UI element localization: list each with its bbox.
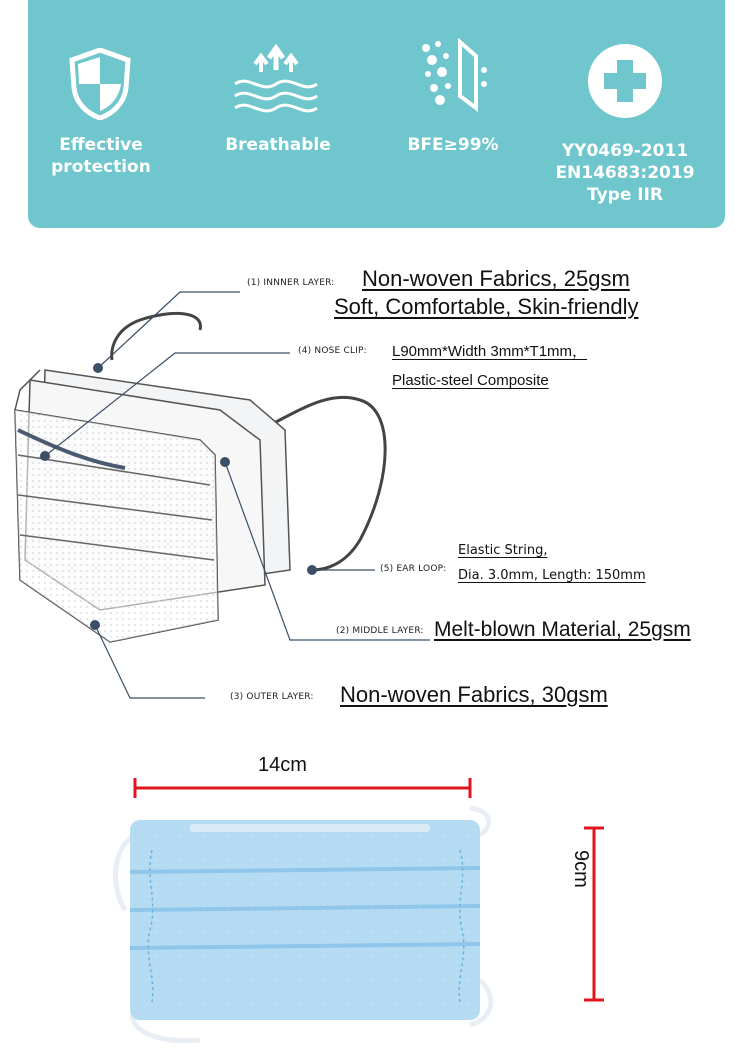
outer-layer-tag: (3) OUTER LAYER:	[230, 692, 314, 702]
ear-loop-tag: (5) EAR LOOP:	[380, 564, 447, 574]
inner-layer-tag: (1) INNNER LAYER:	[247, 278, 335, 288]
middle-layer-tag: (2) MIDDLE LAYER:	[336, 626, 424, 636]
feature-label-protection: Effective protection	[51, 135, 151, 177]
inner-layer-spec: Non-woven Fabrics, 25gsm	[362, 266, 630, 291]
nose-clip-spec: L90mm*Width 3mm*T1mm，	[392, 343, 588, 360]
inner-layer-feature: Soft, Comfortable, Skin-friendly	[334, 294, 639, 319]
breathable-waves-icon	[231, 44, 321, 120]
filtration-icon	[420, 38, 490, 116]
shield-icon	[68, 48, 132, 120]
ear-loop-material: Elastic String,	[458, 543, 548, 558]
mask-exploded-illustration	[0, 250, 750, 730]
nose-clip-material: Plastic-steel Composite	[392, 372, 549, 389]
mask-size-section	[0, 740, 750, 1059]
mask-flat-illustration	[0, 740, 750, 1059]
feature-label-bfe: BFE≥99%	[407, 135, 499, 155]
nose-clip-tag: (4) NOSE CLIP:	[298, 346, 367, 356]
outer-layer-spec: Non-woven Fabrics, 30gsm	[340, 682, 608, 707]
mask-height-label: 9cm	[570, 850, 592, 888]
middle-layer-spec: Melt-blown Material, 25gsm	[434, 618, 691, 641]
mask-width-label: 14cm	[258, 754, 307, 776]
feature-banner	[28, 0, 725, 228]
plus-circle-icon	[586, 42, 664, 120]
ear-loop-spec: Dia. 3.0mm, Length: 150mm	[458, 568, 646, 583]
feature-label-standards: YY0469-2011 EN14683:2019 Type IIR	[555, 141, 695, 205]
feature-label-breathable: Breathable	[225, 135, 331, 155]
mask-layer-diagram	[0, 250, 750, 730]
